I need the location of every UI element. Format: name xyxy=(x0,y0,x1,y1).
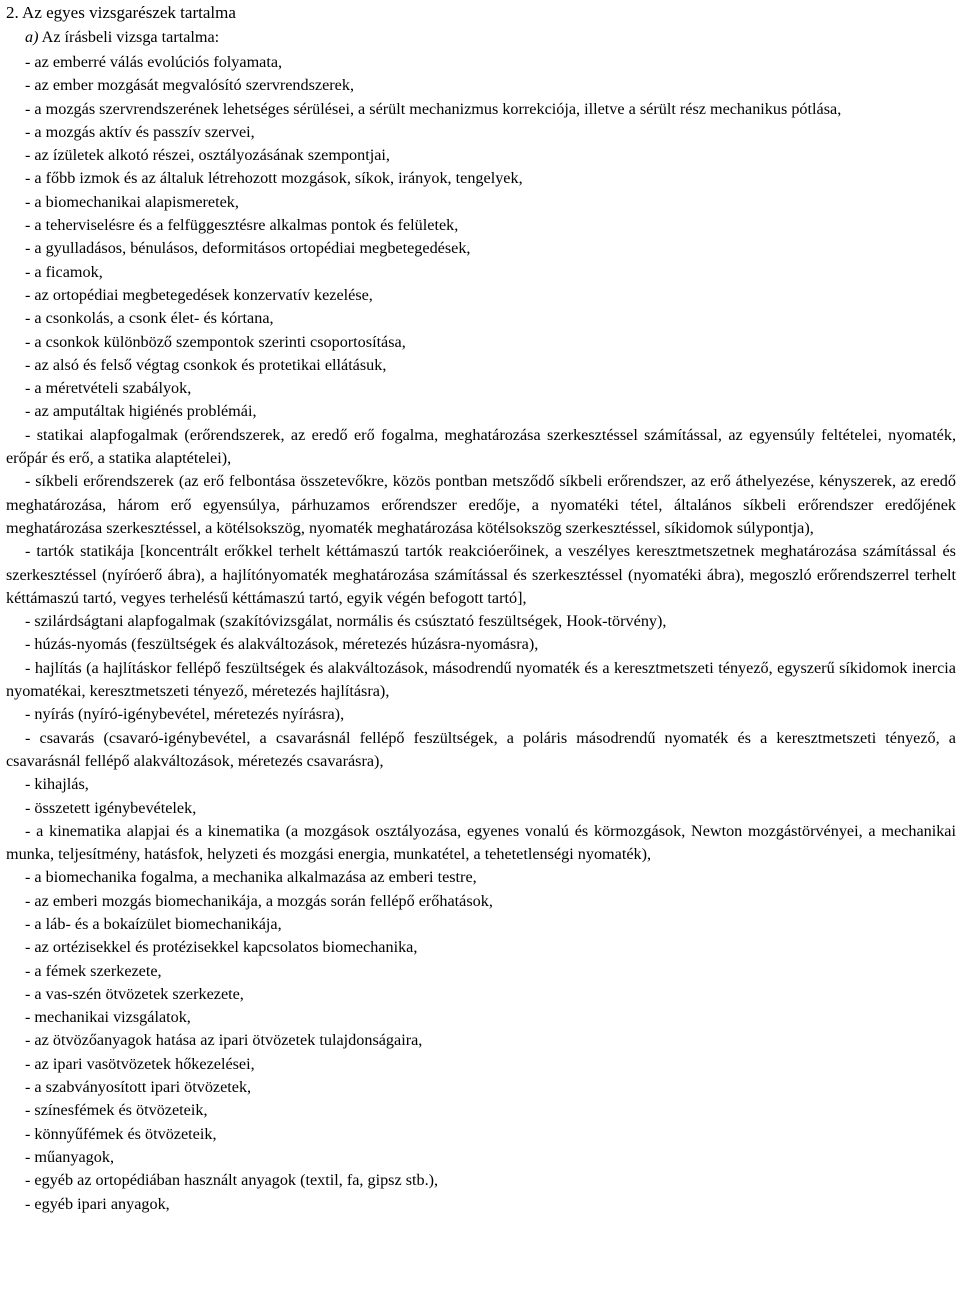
list-item: - könnyűfémek és ötvözeteik, xyxy=(25,1124,217,1143)
list-item: - a fémek szerkezete, xyxy=(25,961,162,980)
list-item: - nyírás (nyíró-igénybevétel, méretezés nyírásra), xyxy=(25,705,345,724)
list-item: - az alsó és felső végtag csonkok és protetikai ellátásuk, xyxy=(25,355,387,374)
list-item: - a kinematika alapjai és a kinematika (a mozgások osztályozása, egyenes vonalú és körmozgások, Newton mozgástörvényei, a mechanikai munka, teljesítmény, hatásfok, helyzeti és mozgási energia, munkatétel, a tehetetlenségi nyomaték), xyxy=(6,821,956,864)
list-item: - a teherviselésre és a felfüggesztésre alkalmas pontok és felületek, xyxy=(25,216,459,235)
list-item: - húzás-nyomás (feszültségek és alakváltozások, méretezés húzásra-nyomásra), xyxy=(25,635,539,654)
subsection-letter: a) xyxy=(25,28,39,46)
list-item: - egyéb ipari anyagok, xyxy=(25,1194,170,1213)
list-item: - az amputáltak higiénés problémái, xyxy=(25,402,257,421)
section-heading: 2. Az egyes vizsgarészek tartalma xyxy=(6,3,236,22)
list-item: - egyéb az ortopédiában használt anyagok (textil, fa, gipsz stb.), xyxy=(25,1171,439,1190)
list-item: - az ember mozgását megvalósító szervrendszerek, xyxy=(25,76,354,95)
list-item: - statikai alapfogalmak (erőrendszerek, az eredő erő fogalma, meghatározása szerkesztéssel számítással, az egyensúly feltételei, nyomaték, erőpár és erő, a statika alaptételei), xyxy=(6,425,956,468)
list-item: - mechanikai vizsgálatok, xyxy=(25,1008,191,1027)
list-item: - a főbb izmok és az általuk létrehozott mozgások, síkok, irányok, tengelyek, xyxy=(25,169,523,188)
subsection-heading xyxy=(6,26,956,51)
list-item: - az emberré válás evolúciós folyamata, xyxy=(25,53,283,71)
list-item: - az ízületek alkotó részei, osztályozásának szempontjai, xyxy=(25,146,390,165)
subsection-title: Az írásbeli vizsga tartalma: xyxy=(41,28,220,46)
list-item: - műanyagok, xyxy=(25,1147,115,1166)
list-item: - összetett igénybevételek, xyxy=(25,798,197,817)
list-item: - a ficamok, xyxy=(25,262,103,281)
list-item: - csavarás (csavaró-igénybevétel, a csavarásnál fellépő feszültségek, a poláris másodrendű nyomaték és a keresztmetszeti tényező, a csavarásnál fellépő alakváltozások, méretezés csavarásra), xyxy=(6,728,956,770)
list-item: - a biomechanikai alapismeretek, xyxy=(25,192,239,211)
list-item: - a csonkolás, a csonk élet- és kórtana, xyxy=(25,309,274,328)
list-item: - a csonkok különböző szempontok szerinti csoportosítása, xyxy=(25,332,406,351)
topic-list xyxy=(6,51,956,1216)
list-item: - a mozgás szervrendszerének lehetséges sérülései, a sérült mechanizmus korrekciója, illetve a sérült rész mechanikus pótlása, xyxy=(25,99,842,118)
list-item: - az emberi mozgás biomechanikája, a mozgás során fellépő erőhatások, xyxy=(25,891,493,910)
list-item: - a láb- és a bokaízület biomechanikája, xyxy=(25,914,282,933)
list-item: - az ortopédiai megbetegedések konzervatív kezelése, xyxy=(25,285,373,304)
list-item: - tartók statikája [koncentrált erőkkel terhelt kéttámaszú tartók reakcióerőinek, a veszélyes keresztmetszetnek meghatározása számítással és szerkesztéssel (nyíróerő ábra), a hajlítónyomaték meghatározása számítással és szerkesztéssel (nyomatéki ábra), megoszló erőrendszerrel terhelt kéttámaszú tartó, vegyes terhelésű kéttámaszú tartó, egyik végén befogott tartó], xyxy=(6,542,956,607)
list-item: - a mozgás aktív és passzív szervei, xyxy=(25,122,255,141)
list-item: - a szabványosított ipari ötvözetek, xyxy=(25,1078,252,1097)
list-item: - az ortézisekkel és protézisekkel kapcsolatos biomechanika, xyxy=(25,938,418,957)
list-item: - hajlítás (a hajlításkor fellépő feszültségek és alakváltozások, másodrendű nyomaték és a keresztmetszeti tényező, egyszerű síkidomok inercia nyomatékai, keresztmetszeti tényező, méretezés hajlításra), xyxy=(6,658,956,701)
list-item: - a biomechanika fogalma, a mechanika alkalmazása az emberi testre, xyxy=(25,868,477,887)
list-item: - szilárdságtani alapfogalmak (szakítóvizsgálat, normális és csúsztató feszültségek, Hook-törvény), xyxy=(25,612,667,631)
list-item: - a gyulladásos, bénulásos, deformitásos ortopédiai megbetegedések, xyxy=(25,239,471,258)
list-item: - kihajlás, xyxy=(25,775,89,794)
list-item: - síkbeli erőrendszerek (az erő felbontása összetevőkre, közös pontban metsződő síkbeli erőrendszer, az erő áthelyezése, kényszerek, az eredő meghatározása, három erő egyensúlya, párhuzamos erőrendszer eredője, a nyomatéki tétel, általános síkbeli erőrendszer eredőjének meghatározása szerkesztéssel, a kötélsokszög, nyomaték meghatározása kötélsokszög szerkesztéssel, síkidomok súlypontja), xyxy=(6,472,956,537)
list-item: - színesfémek és ötvözeteik, xyxy=(25,1101,208,1120)
list-item: - a méretvételi szabályok, xyxy=(25,379,192,398)
list-item: - az ötvözőanyagok hatása az ipari ötvözetek tulajdonságaira, xyxy=(25,1031,423,1050)
document-page xyxy=(6,0,956,1216)
list-item: - az ipari vasötvözetek hőkezelései, xyxy=(25,1054,255,1073)
list-item: - a vas-szén ötvözetek szerkezete, xyxy=(25,984,244,1003)
